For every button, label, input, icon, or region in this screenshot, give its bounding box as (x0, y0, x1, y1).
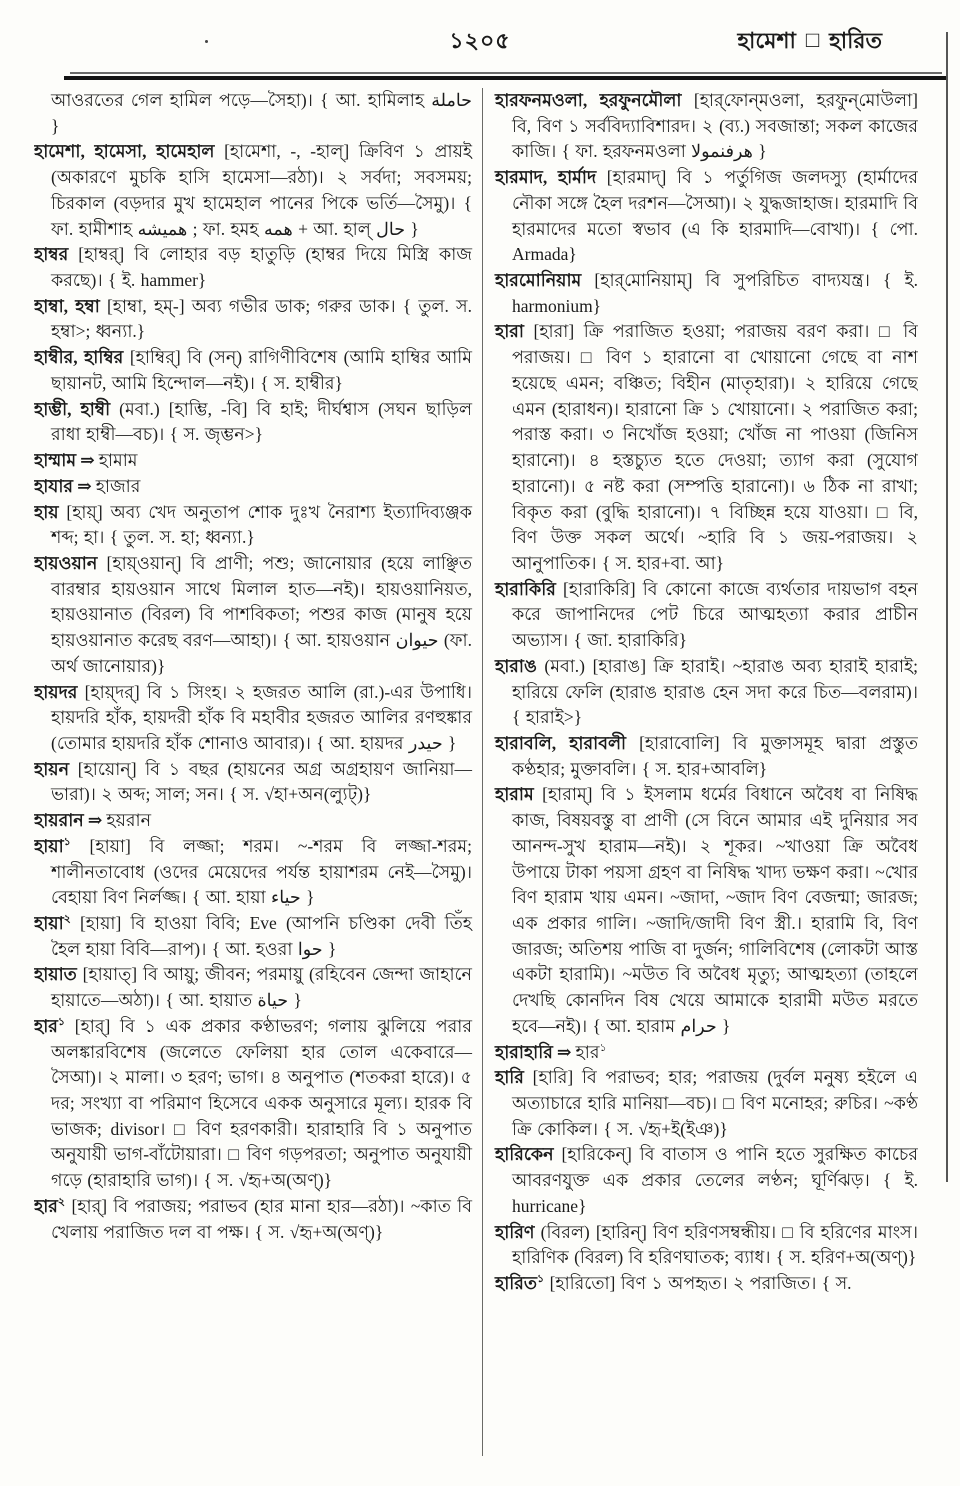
dictionary-entry (34, 834, 472, 911)
headword: হারাঙ (495, 655, 537, 676)
dictionary-entry (34, 911, 472, 962)
headword: হার$^২$ (34, 1195, 66, 1216)
right-column (482, 88, 918, 1456)
entry-body: [হার্‌ফোন্‌মওলা, হরফুন্‌মোউলা] বি, বিণ ১ সর্ববিদ্যাবিশারদ। ২ (ব্য.) সবজান্তা; সকল কাজের কাজি। { ফা. হরফনমওলা هرفنمولا } (512, 90, 918, 162)
cross-reference-target: হামাম (98, 450, 138, 471)
headword: হারিণ (495, 1221, 535, 1242)
headword: হারাকিরি (495, 578, 556, 599)
headword-superscript: ২ (63, 913, 71, 926)
header-rule (64, 76, 946, 80)
entry-body: [হায়্] অব্য খেদ অনুতাপ শোক দুঃখ নৈরাশ্য ইত্যাদিব্যঞ্জক শব্দ; হা। { তুল. স. হা; ধ্বন্যা.} (51, 501, 472, 548)
cross-reference-arrow-icon: ⇒ (87, 810, 103, 831)
dictionary-entry (495, 731, 918, 782)
page-number: ১২০৫ (449, 28, 511, 53)
dictionary-entry (495, 577, 918, 654)
headword: হারিকেন (495, 1144, 554, 1165)
headword: হাযার (34, 475, 74, 496)
text-columns (34, 88, 918, 1456)
page-header (0, 24, 960, 64)
entry-body: [হারিতো] বিণ ১ অপহৃত। ২ পরাজিত। { স. (544, 1273, 852, 1294)
entry-body: [হার্] বি পরাজয়; পরাভব (হার মানা হার—রঠা)। ~কাত বি খেলায় পরাজিত দল বা পক্ষ। { স. √হৃ+অ(অণ্)} (51, 1195, 472, 1242)
headword: হারা (495, 321, 524, 342)
headword: হায়া$^২$ (34, 913, 71, 933)
entry-body: [হাম্বির্] বি (সন্) রাগিণীবিশেষ (আমি হাম্বির আমি ছায়ানট, আমি হিন্দোল—নই)। { স. হাম্বীর} (51, 347, 472, 393)
entry-body: [হারা] ক্রি পরাজিত হওয়া; পরাজয় বরণ করা। □ বি পরাজয়। □ বিণ ১ হারানো বা খোয়ানো গেছে বা নাশ হয়েছে এমন; বঞ্চিত; বিহীন (মাতৃহারা)। ২ হারিয়ে গেছে এমন (হারাধন)। হারানো ক্রি ১ খোয়ানো। ২ পরাজিত করা; পরাস্ত করা। ৩ নিখোঁজ হওয়া; খোঁজ না পাওয়া (জিনিস হারানো)। ৪ হস্তচ্যুত হতে দেওয়া; ত্যাগ করা (সুযোগ হারানো)। ৫ নষ্ট করা (সম্পত্তি হারানো)। ৬ ঠিক না রাখা; বিকৃত করা (বুদ্ধি হারানো)। ৭ বিচ্ছিন্ন হয়ে যাওয়া। □ বি, বিণ উক্ত সকল অর্থে। ~হারি বি ১ জয়-পরাজয়। ২ আনুপাতিক। { স. হার+বা. আ} (512, 321, 918, 573)
dictionary-entry (34, 757, 472, 808)
dictionary-entry (34, 88, 472, 139)
headword: হায়ন (34, 758, 70, 779)
headword: হাম্বর (34, 244, 69, 265)
entry-body: [হারিকেন্] বি বাতাস ও পানি হতে সুরক্ষিত কাচের আবরণযুক্ত এক প্রকার তেলের লণ্ঠন; ঘূর্ণিঝড়। { ই. hurricane} (512, 1144, 918, 1216)
headword-superscript: ২ (57, 1196, 66, 1209)
headword: হার$^১$ (34, 1015, 66, 1036)
dictionary-entry (34, 680, 472, 757)
dictionary-xref-entry (34, 448, 472, 474)
headword: হারি (495, 1067, 524, 1088)
headword: হাম্মাম (34, 450, 77, 471)
entry-body: [হারাবোলি] বি মুক্তাসমূহ দ্বারা প্রস্তুত কণ্ঠহার; মুক্তাবলি। { স. হার+আবলি} (512, 732, 918, 779)
dictionary-entry (495, 1142, 918, 1219)
dictionary-entry (495, 88, 918, 165)
entry-body: [হায়াত্] বি আয়ু; জীবন; পরমায়ু (রহিবেন জেন্দা জাহানে হায়াতে—অঠা)। { আ. হায়াত حياة } (51, 964, 472, 1011)
dictionary-entry (34, 1014, 472, 1194)
cross-reference-arrow-icon: ⇒ (556, 1041, 572, 1062)
dictionary-entry (34, 397, 472, 448)
guide-word-first: হামেশা (737, 28, 796, 53)
entry-body: (বিরল) [হারিন্] বিণ হরিণসম্বন্ধীয়। □ বি হরিণের মাংস। হারিণিক (বিরল) বি হরিণঘাতক; ব্যাধ। { স. হরিণ+অ(অণ্)} (512, 1221, 918, 1268)
guide-separator-icon: □ (805, 27, 820, 52)
entry-body: (মবা.) [হাম্ভি, -বি] বি হাই; দীর্ঘশ্বাস (সঘন ছাড়িল রাধা হাম্বী—বচ)। { স. জৃম্ভন>} (51, 398, 472, 445)
headword: হাম্বীর, হাম্বির (34, 347, 124, 368)
dictionary-entry (34, 242, 472, 293)
entry-body: [হামেশা, -, -হাল্] ক্রিবিণ ১ প্রায়ই (অকারণে মুচকি হাসি হামেসা—রঠা)। ২ সর্বদা; সবসময়; চিরকাল (বড়দার মুখ হামেহাল পানের পিকে ভর্তি—সৈমু)। { ফা. হামীশাহ همیشه ; ফা. হমহ همه + আ. হাল্ حال } (51, 141, 472, 239)
entry-body: (মবা.) [হারাঙ] ক্রি হারাই। ~হারাঙ অব্য হারাই হারাই; হারিয়ে ফেলি (হারাঙ হারাঙ হেন সদা করে চিত—বলরাম)। { হারাই>} (512, 655, 918, 728)
dictionary-xref-entry (34, 808, 472, 834)
scan-speck-artifact (205, 40, 208, 43)
dictionary-entry (34, 1194, 472, 1245)
dictionary-xref-entry (34, 474, 472, 500)
entry-body: [হায়া] বি হাওয়া বিবি; Eve (আপনি চণ্ডিকা দেবী তিঁহ হৈল হায়া বিবি—রাপ)। { আ. হওরা حوا } (51, 913, 472, 959)
dictionary-entry (495, 165, 918, 268)
cross-reference-arrow-icon: ⇒ (77, 475, 92, 496)
guide-words (737, 24, 882, 61)
headword: হাম্বা, হম্বা (34, 295, 100, 316)
entry-body: [হায়্‌দর্] বি ১ সিংহ। ২ হজরত আলি (রা.)-এর উপাধি। হায়দরি হাঁক, হায়দরী হাঁক বি মহাবীর হজরত আলির রণহুঙ্কার (তোমার হায়দরি হাঁক শোনাও আবার)। { আ. হায়দর حيدر } (51, 681, 472, 753)
dictionary-xref-entry (495, 1040, 918, 1066)
entry-body: [হাম্বা, হম্-] অব্য গভীর ডাক; গরুর ডাক। { তুল. স. হম্বা>; ধ্বন্যা.} (51, 295, 472, 342)
headword-superscript: ১ (57, 1016, 66, 1029)
headword: হারাম (495, 784, 534, 805)
cross-reference-target: হয়রান (106, 810, 152, 831)
dictionary-entry (34, 962, 472, 1013)
guide-word-last: হারিত (829, 28, 882, 53)
dictionary-entry (495, 1271, 918, 1297)
cross-reference-superscript: ১ (599, 1041, 607, 1054)
headword: হামেশা, হামেসা, হামেহাল (34, 141, 215, 162)
dictionary-entry (495, 782, 918, 1039)
headword: হারাহারি (495, 1041, 553, 1062)
headword: হায়া$^১$ (34, 835, 71, 856)
headword: হায়রান (34, 810, 84, 831)
headword: হারমোনিয়াম (495, 270, 582, 291)
dictionary-entry (34, 551, 472, 680)
dictionary-entry (495, 319, 918, 576)
entry-body: [হারমাদ্] বি ১ পর্তুগিজ জলদস্যু (হার্মাদের নৌকা সঙ্গে হৈল দরশন—সৈআ)। ২ যুদ্ধজাহাজ। হারমাদি বি হারমাদের মতো স্বভাব (এ কি হারমাদি—বোখা)। { পো. Armada} (512, 167, 918, 265)
scan-edge-artifact (946, 32, 948, 1182)
headword: হায়াত (34, 964, 77, 985)
headword: হায় (34, 501, 59, 522)
entry-body: আওরতের গেল হামিল পড়ে—সৈহা)। { আ. হামিলাহ حاملة } (51, 90, 472, 136)
entry-body: [হায়্‌ওয়ান্] বি প্রাণী; পশু; জানোয়ার (হয়ে লাঞ্ছিত বারম্বার হায়ওয়ান সাথে মিলাল হাত—নই)। হায়ওয়ানিয়ত, হায়ওয়ানাত (বিরল) বি পাশবিকতা; পশুর কাজ (মানুষ হয়ে হায়ওয়ানাত করেছ বরণ—আহা)। { আ. হায়ওয়ান حيوان (ফা. অর্থ জানোয়ার)} (51, 552, 473, 676)
header-rule-echo (70, 72, 942, 74)
entry-body: [হারি] বি পরাভব; হার; পরাজয় (দুর্বল মনুষ্য হইলে এ অত্যাচারে হারি মানিয়া—বচ)। □ বিণ মনোহর; রুচির। ~কণ্ঠ ক্রি কোকিল। { স. √হৃ+ই(ইঞ)} (512, 1067, 918, 1139)
headword: হারমাদ, হার্মাদ (495, 167, 597, 188)
dictionary-entry (34, 345, 472, 396)
dictionary-entry (34, 500, 472, 551)
entry-body: [হার্‌মোনিয়াম্] বি সুপরিচিত বাদ্যযন্ত্র। { ই. harmonium} (512, 270, 918, 316)
cross-reference-target: হাজার (95, 475, 141, 496)
dictionary-entry (495, 268, 918, 319)
dictionary-entry (495, 1065, 918, 1142)
entry-body: [হাম্বর্] বি লোহার বড় হাতুড়ি (হাম্বর দিয়ে মিস্ত্রি কাজ করছে)। { ই. hammer} (51, 244, 472, 291)
headword: হারফনমওলা, হরফুনমৌলা (495, 90, 682, 110)
headword: হায়ওয়ান (34, 552, 98, 573)
headword: হারাবলি, হারাবলী (495, 732, 626, 753)
headword-superscript: ১ (63, 836, 71, 849)
entry-body: [হারাম্] বি ১ ইসলাম ধর্মের বিধানে অবৈধ বা নিষিদ্ধ কাজ, বিষয়বস্তু বা প্রাণী (সে বিনে আমার এই দুনিয়ার সব আনন্দ-সুখ হারাম—নই)। ২ শূকর। ~খাওয়া ক্রি অবৈধ উপায়ে টাকা পয়সা গ্রহণ বা নিষিদ্ধ খাদ্য ভক্ষণ করা। ~খোর বিণ হারাম খায় এমন। ~জাদা, ~জাদ বিণ বেজন্মা; জারজ; এক প্রকার গালি। ~জাদি/জাদী বিণ স্ত্রী.। হারামি বি, বিণ জারজ; অতিশয় পাজি বা দুর্জন; গালিবিশেষ (লোকটা আস্ত একটা হারামি)। ~মউত বি অবৈধ মৃত্যু; আত্মহত্যা (তাহলে দেখছি কোনদিন বিষ খেয়ে আমাকে হারামী মউত মরতে হবে—নই)। { আ. হারাম حرام } (512, 784, 918, 1036)
headword: হারিত$^১$ (495, 1273, 545, 1294)
entry-body: [হায়া] বি লজ্জা; শরম। ~-শরম বি লজ্জা-শরম; শালীনতাবোধ (ওদের মেয়েদের পর্যন্ত হায়াশরম নেই—সৈমু)। বেহায়া বিণ নির্লজ্জ। { আ. হায়া حياء } (51, 835, 472, 908)
dictionary-entry (495, 654, 918, 731)
headword: হায়দর (34, 681, 78, 702)
entry-body: [হারাকিরি] বি কোনো কাজে ব্যর্থতার দায়ভাগ বহন করে জাপানিদের পেট চিরে আত্মহত্যা করার প্রাচীন অভ্যাস। { জা. হারাকিরি} (512, 578, 918, 651)
entry-body: [হার্] বি ১ এক প্রকার কণ্ঠাভরণ; গলায় ঝুলিয়ে পরার অলঙ্কারবিশেষ (জলেতে ফেলিয়া হার তোল একেবারে—সৈআ)। ২ মালা। ৩ হরণ; ভাগ। ৪ অনুপাত (শতকরা হারে)। ৫ দর; সংখ্যা বা পরিমাণ হিসেবে একক অনুসারে মূল্য। হারক বি ভাজক; divisor। □ বিণ হরণকারী। হারাহারি বি ১ অনুপাত অনুযায়ী ভাগ-বাঁটোয়ারা। □ বিণ গড়পরতা; অনুপাত অনুযায়ী গড়ে (হারাহারি ভাগ)। { স. √হৃ+অ(অণ্)} (51, 1015, 472, 1191)
headword: হাম্ভী, হাম্বী (34, 398, 111, 419)
dictionary-entry (495, 1220, 918, 1271)
headword-superscript: ১ (537, 1273, 545, 1286)
dictionary-entry (34, 294, 472, 345)
cross-reference-arrow-icon: ⇒ (80, 450, 95, 471)
left-column (34, 88, 482, 1456)
cross-reference-target: হার$^১$ (575, 1041, 607, 1062)
dictionary-entry (34, 139, 472, 242)
entry-body: [হায়োন্] বি ১ বছর (হায়নের অগ্র অগ্রহায়ণ জানিয়া—ভারা)। ২ অব্দ; সাল; সন। { স. √হা+অন(ল্যুট্)} (51, 758, 472, 805)
